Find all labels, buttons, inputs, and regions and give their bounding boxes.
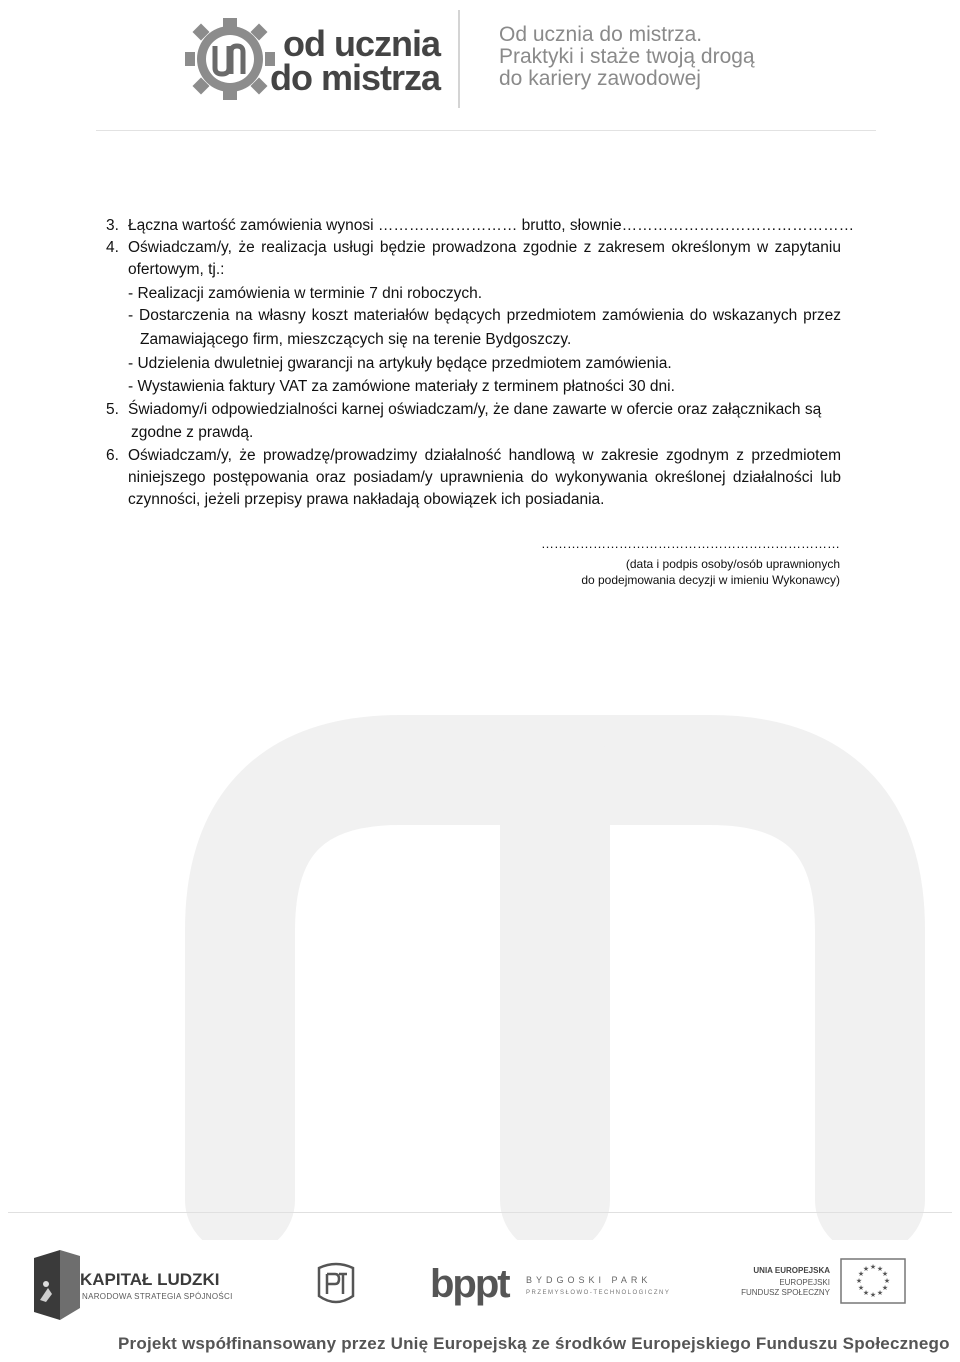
svg-text:★: ★ [862,1289,870,1297]
bppt-name: BYDGOSKI PARK [526,1275,652,1285]
eu-fund-line2: FUNDUSZ SPOŁECZNY [741,1288,830,1297]
svg-text:★: ★ [876,1265,884,1273]
item-5-number: 5. [106,401,119,418]
ptc-emblem-icon [315,1262,357,1306]
signature-caption-line2: do podejmowania decyzji w imieniu Wykonawcy) [581,573,840,587]
bppt-subtitle: PRZEMYSŁOWO-TECHNOLOGICZNY [526,1290,671,1296]
svg-text:★: ★ [869,1263,877,1271]
watermark-logo [150,600,950,1240]
svg-text:★: ★ [883,1277,891,1285]
svg-text:★: ★ [862,1265,870,1273]
item-4-number: 4. [106,239,119,256]
slogan-line2: Praktyki i staże twoją drogą [499,45,755,68]
footer-rule [8,1212,952,1213]
item-5-line2: zgodne z prawdą. [131,424,254,441]
item-6-line3: czynności, jeżeli przepisy prawa nakładają obowiązek ich posiadania. [128,491,605,508]
bullet-3: - Udzielenia dwuletniej gwarancji na artykuły będące przedmiotem zamówienia. [128,355,672,372]
kapital-ludzki-title: KAPITAŁ LUDZKI [80,1270,220,1289]
svg-text:★: ★ [881,1270,889,1278]
bullet-2-line1: - Dostarczenia na własny koszt materiałów będących przedmiotem zamówienia do wskazanych przez [128,307,841,324]
item-3-number: 3. [106,217,119,234]
brand-name-line1: od ucznia [283,23,441,64]
slogan-line3: do kariery zawodowej [499,67,701,90]
svg-text:★: ★ [876,1289,884,1297]
svg-text:★: ★ [857,1270,865,1278]
svg-text:★: ★ [855,1277,863,1285]
bullet-2-line2: Zamawiającego firm, mieszczących się na terenie Bydgoszczy. [140,331,572,348]
bullet-4: - Wystawienia faktury VAT za zamówione materiały z terminem płatności 30 dni. [128,378,675,395]
item-4-line2: ofertowym, tj.: [128,261,225,278]
svg-text:★: ★ [857,1284,865,1292]
svg-text:★: ★ [869,1291,877,1299]
header-rule [96,130,876,131]
gear-logo-icon [185,18,275,100]
item-6-line2: niniejszego postępowania oraz posiadam/y uprawnienia do wykonywania określonej działalności lub [128,469,841,486]
header-divider [458,10,460,108]
item-6-number: 6. [106,447,119,464]
bullet-1: - Realizacji zamówienia w terminie 7 dni roboczych. [128,285,483,302]
item-6-line1: Oświadczam/y, że prowadzę/prowadzimy działalność handlową w zakresie zgodnym z przedmiotem [128,447,841,464]
eu-name: UNIA EUROPEJSKA [753,1266,830,1275]
item-4-line1: Oświadczam/y, że realizacja usługi będzie prowadzona zgodnie z zakresem określonym w zapytaniu [128,239,841,256]
eu-flag-icon [840,1258,906,1304]
bppt-logo: bppt [430,1262,509,1306]
slogan-line1: Od ucznia do mistrza. [499,23,703,46]
kapital-ludzki-subtitle: NARODOWA STRATEGIA SPÓJNOŚCI [82,1292,233,1301]
svg-text:★: ★ [881,1284,889,1292]
brand-name-line2: do mistrza [270,57,441,98]
eu-fund-line1: EUROPEJSKI [779,1278,830,1287]
footer-cofinancing-banner: Projekt współfinansowany przez Unię Europejską ze środków Europejskiego Funduszu Społecznego [118,1334,950,1353]
item-3 [106,216,854,236]
item-5-line1: Świadomy/i odpowiedzialności karnej oświadczam/y, że dane zawarte w ofercie oraz załącznikach są [128,401,822,418]
eu-fund [730,1278,830,1298]
item-3-text: Łączna wartość zamówienia wynosi ……………………… brutto, słownie……………………………………… [128,217,855,234]
signature-caption-line1: (data i podpis osoby/osób uprawnionych [625,557,840,571]
signature-dots: …………………………………………………………… [541,536,840,551]
